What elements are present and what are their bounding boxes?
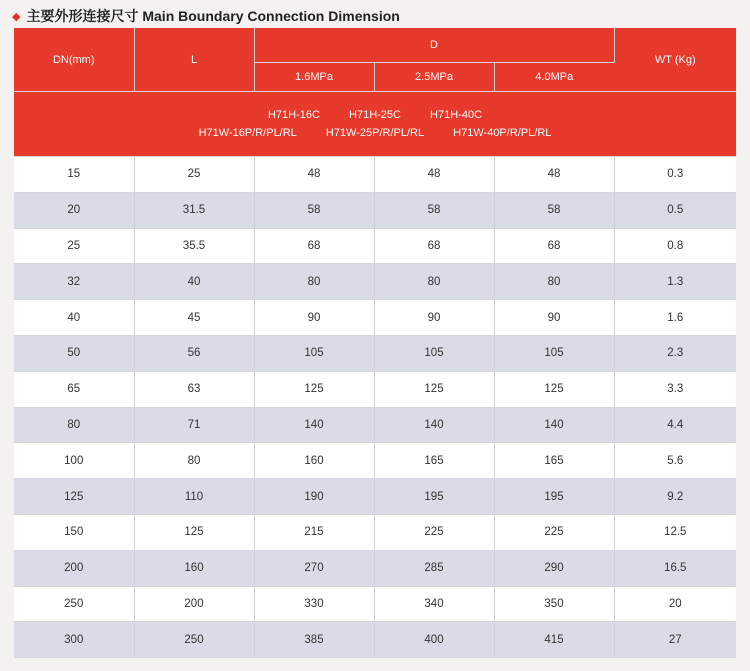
cell-dn: 80 (14, 407, 134, 443)
cell-d-25mpa: 80 (374, 264, 494, 300)
models-line-2 (14, 124, 736, 142)
cell-dn: 200 (14, 550, 134, 586)
cell-d-25mpa: 58 (374, 192, 494, 228)
cell-d-25mpa: 90 (374, 300, 494, 336)
cell-l: 80 (134, 443, 254, 479)
cell-wt: 12.5 (614, 514, 736, 550)
cell-d-40mpa: 125 (494, 371, 614, 407)
table-row (14, 586, 736, 622)
table-row (14, 622, 736, 658)
cell-d-40mpa: 105 (494, 335, 614, 371)
cell-d-40mpa: 80 (494, 264, 614, 300)
cell-d-25mpa: 285 (374, 550, 494, 586)
cell-d-16mpa: 90 (254, 300, 374, 336)
table-row (14, 157, 736, 193)
table-row (14, 192, 736, 228)
cell-l: 125 (134, 514, 254, 550)
cell-d-40mpa: 90 (494, 300, 614, 336)
table-row (14, 228, 736, 264)
cell-l: 45 (134, 300, 254, 336)
section-title-text: 主要外形连接尺寸 Main Boundary Connection Dimension (26, 8, 400, 24)
cell-d-40mpa: 68 (494, 228, 614, 264)
cell-dn: 300 (14, 622, 134, 658)
cell-wt: 27 (614, 622, 736, 658)
dimension-table (14, 28, 736, 658)
header-pressure-16: 1.6MPa (254, 63, 374, 92)
cell-d-16mpa: 105 (254, 335, 374, 371)
cell-dn: 25 (14, 228, 134, 264)
cell-d-25mpa: 48 (374, 157, 494, 193)
cell-wt: 16.5 (614, 550, 736, 586)
section-title (12, 6, 400, 26)
cell-l: 160 (134, 550, 254, 586)
diamond-bullet-icon: ◆ (12, 10, 21, 23)
table-row (14, 514, 736, 550)
cell-wt: 3.3 (614, 371, 736, 407)
cell-d-40mpa: 140 (494, 407, 614, 443)
header-models-cell (14, 92, 736, 157)
cell-d-40mpa: 48 (494, 157, 614, 193)
header-pressure-25: 2.5MPa (374, 63, 494, 92)
cell-d-25mpa: 125 (374, 371, 494, 407)
cell-d-25mpa: 340 (374, 586, 494, 622)
cell-dn: 40 (14, 300, 134, 336)
table-row (14, 335, 736, 371)
models-line-1 (14, 106, 736, 124)
cell-d-16mpa: 385 (254, 622, 374, 658)
cell-l: 31.5 (134, 192, 254, 228)
cell-d-25mpa: 140 (374, 407, 494, 443)
cell-wt: 1.3 (614, 264, 736, 300)
cell-d-16mpa: 48 (254, 157, 374, 193)
table-row (14, 550, 736, 586)
cell-d-40mpa: 165 (494, 443, 614, 479)
cell-d-16mpa: 58 (254, 192, 374, 228)
cell-dn: 65 (14, 371, 134, 407)
cell-dn: 150 (14, 514, 134, 550)
cell-wt: 0.3 (614, 157, 736, 193)
table-row (14, 407, 736, 443)
cell-wt: 2.3 (614, 335, 736, 371)
cell-d-40mpa: 415 (494, 622, 614, 658)
model-h71h-25c: H71H-25C (349, 109, 401, 121)
cell-l: 25 (134, 157, 254, 193)
cell-d-16mpa: 215 (254, 514, 374, 550)
cell-d-40mpa: 350 (494, 586, 614, 622)
cell-d-25mpa: 165 (374, 443, 494, 479)
cell-dn: 100 (14, 443, 134, 479)
model-h71h-16c: H71H-16C (267, 109, 320, 121)
header-d: D (254, 28, 614, 63)
header-models-row (14, 92, 736, 157)
cell-d-25mpa: 225 (374, 514, 494, 550)
cell-dn: 15 (14, 157, 134, 193)
cell-dn: 50 (14, 335, 134, 371)
model-h71h-40c: H71H-40C (430, 109, 483, 121)
cell-l: 200 (134, 586, 254, 622)
header-l: L (134, 28, 254, 92)
cell-d-25mpa: 105 (374, 335, 494, 371)
cell-d-16mpa: 270 (254, 550, 374, 586)
cell-d-16mpa: 80 (254, 264, 374, 300)
cell-d-25mpa: 68 (374, 228, 494, 264)
table-row (14, 443, 736, 479)
cell-l: 110 (134, 479, 254, 515)
cell-l: 56 (134, 335, 254, 371)
table-row (14, 264, 736, 300)
cell-d-40mpa: 58 (494, 192, 614, 228)
cell-wt: 4.4 (614, 407, 736, 443)
cell-dn: 125 (14, 479, 134, 515)
table-row (14, 371, 736, 407)
cell-wt: 5.6 (614, 443, 736, 479)
header-row-1 (14, 28, 736, 63)
cell-wt: 0.8 (614, 228, 736, 264)
cell-l: 35.5 (134, 228, 254, 264)
cell-d-16mpa: 330 (254, 586, 374, 622)
header-wt: WT (Kg) (614, 28, 736, 92)
cell-d-16mpa: 140 (254, 407, 374, 443)
model-h71w-16: H71W-16P/R/PL/RL (198, 127, 297, 139)
cell-l: 40 (134, 264, 254, 300)
cell-dn: 32 (14, 264, 134, 300)
cell-wt: 1.6 (614, 300, 736, 336)
cell-d-40mpa: 225 (494, 514, 614, 550)
cell-d-25mpa: 195 (374, 479, 494, 515)
cell-d-16mpa: 68 (254, 228, 374, 264)
cell-d-16mpa: 160 (254, 443, 374, 479)
table-row (14, 300, 736, 336)
cell-l: 63 (134, 371, 254, 407)
header-pressure-40: 4.0MPa (494, 63, 614, 92)
table-row (14, 479, 736, 515)
cell-wt: 0.5 (614, 192, 736, 228)
cell-wt: 9.2 (614, 479, 736, 515)
cell-d-25mpa: 400 (374, 622, 494, 658)
cell-dn: 250 (14, 586, 134, 622)
cell-wt: 20 (614, 586, 736, 622)
cell-dn: 20 (14, 192, 134, 228)
model-h71w-25: H71W-25P/R/PL/RL (325, 127, 425, 139)
header-dn: DN(mm) (14, 28, 134, 92)
cell-d-40mpa: 195 (494, 479, 614, 515)
cell-l: 250 (134, 622, 254, 658)
cell-d-40mpa: 290 (494, 550, 614, 586)
model-h71w-40: H71W-40P/R/PL/RL (453, 127, 552, 139)
cell-d-16mpa: 190 (254, 479, 374, 515)
cell-l: 71 (134, 407, 254, 443)
cell-d-16mpa: 125 (254, 371, 374, 407)
